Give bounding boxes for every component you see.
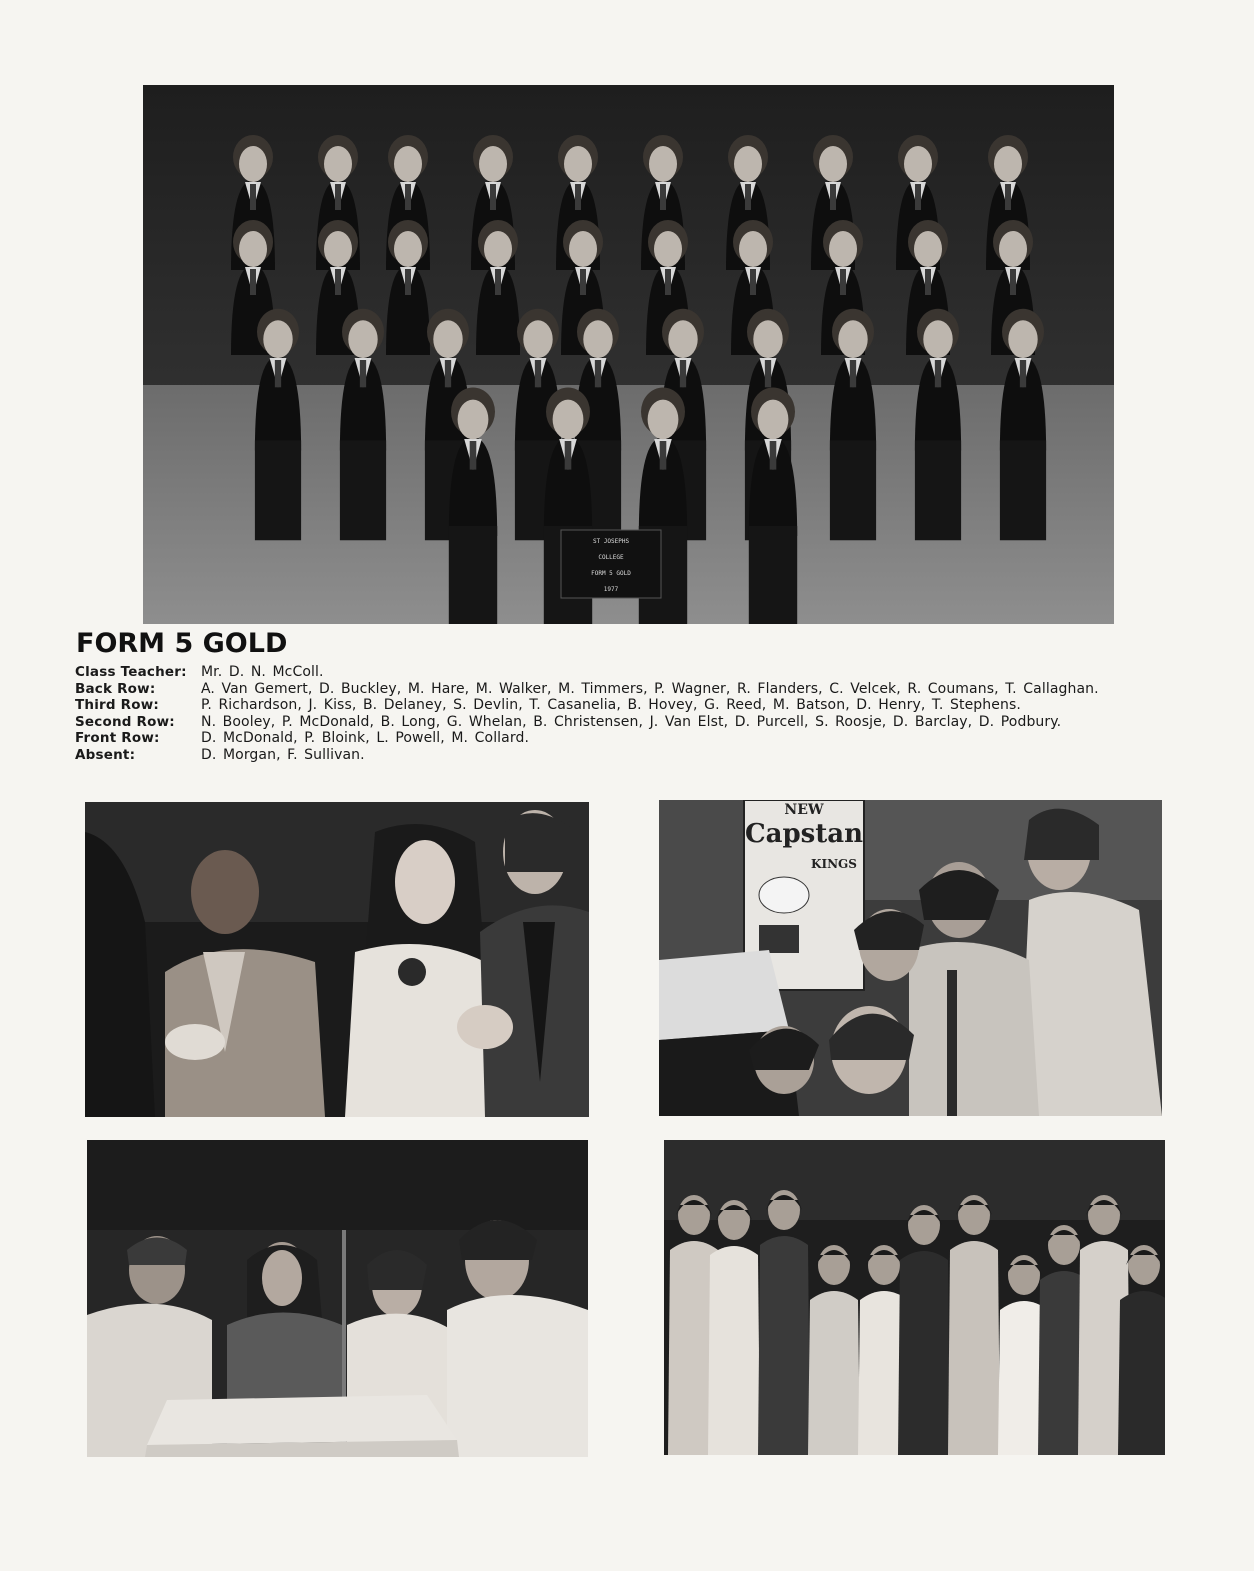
- placard-line-4: 1977: [603, 586, 619, 593]
- roster-row-absent: [75, 747, 1185, 764]
- roster-row-class-teacher: [75, 664, 1185, 681]
- class-placard: [561, 530, 661, 598]
- student-figure: [449, 388, 497, 625]
- sign-line-3: KINGS: [811, 857, 857, 871]
- roster-label: Second Row:: [75, 713, 175, 730]
- roster-value: Mr. D. N. McColl.: [201, 664, 324, 680]
- student-figure: [830, 309, 876, 541]
- roster-value: N. Booley, P. McDonald, B. Long, G. Whelan, B. Christensen, J. Van Elst, D. Purcell, S. Roosje, D. Barclay, D. Podbury.: [201, 713, 1062, 730]
- student-figure: [476, 220, 520, 355]
- student-figure: [915, 309, 961, 541]
- dance-photo: [85, 802, 589, 1117]
- class-group-photo: [143, 85, 1114, 624]
- roster-row-back: [75, 681, 1185, 698]
- placard-line-1: ST JOSEPHS: [592, 538, 630, 545]
- table-photo: [87, 1140, 588, 1457]
- placard-line-2: COLLEGE: [598, 554, 624, 561]
- student-figure: [340, 309, 386, 541]
- roster-value: D. Morgan, F. Sullivan.: [201, 746, 365, 763]
- student-figure: [386, 220, 430, 355]
- roster-label: Class Teacher:: [75, 664, 187, 680]
- page-title: FORM 5 GOLD: [76, 628, 288, 659]
- student-figure: [1000, 309, 1046, 541]
- sign-line-2: Capstan: [744, 819, 864, 849]
- student-figure: [749, 388, 797, 625]
- roster-label: Third Row:: [75, 697, 160, 714]
- roster-label: Front Row:: [75, 730, 160, 747]
- sign-line-1: NEW: [784, 802, 824, 818]
- roster-value: D. McDonald, P. Bloink, L. Powell, M. Collard.: [201, 730, 530, 747]
- roster-list: [75, 664, 1185, 764]
- roster-row-third: [75, 697, 1185, 714]
- crowd-photo: [664, 1140, 1165, 1455]
- arcade-photo: [659, 800, 1162, 1116]
- roster-label: Back Row:: [75, 680, 156, 697]
- student-figure: [255, 309, 301, 541]
- placard-line-3: FORM 5 GOLD: [591, 570, 631, 577]
- roster-value: A. Van Gemert, D. Buckley, M. Hare, M. Walker, M. Timmers, P. Wagner, R. Flanders, C. Velcek, R. Coumans, T. Callaghan.: [201, 680, 1099, 697]
- roster-label: Absent:: [75, 746, 136, 763]
- roster-value: P. Richardson, J. Kiss, B. Delaney, S. Devlin, T. Casanelia, B. Hovey, G. Reed, M. Batson, D. Henry, T. Stephens.: [201, 697, 1021, 714]
- roster-row-second: [75, 714, 1185, 731]
- roster-row-front: [75, 730, 1185, 747]
